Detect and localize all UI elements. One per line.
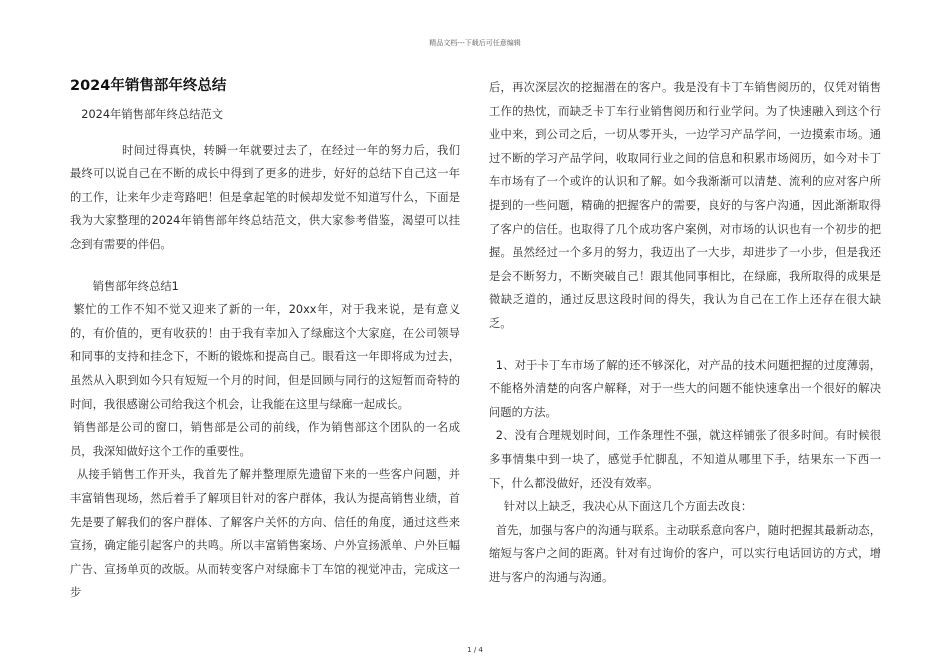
- body-paragraph-1: 繁忙的工作不知不觉又迎来了新的一年，20xx年，对于我来说，是有意义的，有价值的，更有收获的！由于我有幸加入了绿廊这个大家庭，在公司领导和同事的支持和挂念下，不断的锻炼和提高自己。眼看这一年即将成为过去，虽然从入职到如今只有短短一个月的时间，但是回顾与同行的这短暂而奇特的时间，我很感谢公司给我这个机会，让我能在这里与绿廊一起成长。: [70, 303, 460, 411]
- body-paragraph-3: 从接手销售工作开头，我首先了解并整理原先遗留下来的一些客户问题，并丰富销售现场，然后着手了解项目针对的客户群体，我认为提高销售业绩，首先是要了解我们的客户群体、了解客户关怀的方向、信任的角度，通过这些来宣扬，确定能引起客户的共鸣。所以丰富销售案场、户外宣扬派单、户外巨幅广告、宣扬单页的改版。从而转变客户对绿廊卡丁车馆的视觉冲击，完成这一步: [70, 468, 460, 600]
- section-heading: 销售部年终总结1: [92, 279, 179, 293]
- page-header: 精品文档---下载后可任意编辑: [429, 39, 521, 47]
- body-paragraph-2: 销售部是公司的窗口，销售部是公司的前线，作为销售部这个团队的一名成员，我深知做好这个工作的重要性。: [70, 421, 460, 458]
- document-subtitle: 2024年销售部年终总结范文: [81, 108, 224, 121]
- improvement-intro: 针对以上缺乏，我决心从下面这几个方面去改良：: [503, 500, 753, 514]
- page-number: 1 / 4: [467, 646, 483, 654]
- document-title: 2024年销售部年终总结: [70, 78, 227, 94]
- body-paragraph-continued: 后，再次深层次的挖掘潜在的客户。我是没有卡丁车销售阅历的，仅凭对销售工作的热忱，而缺乏卡丁车行业销售阅历和行业学问。为了快速融入到这个行业中来，到公司之后，一切从零开头，一边学习产品学问，一边摸索市场。通过不断的学习产品学问，收取同行业之间的信息和积累市场阅历，如今对卡丁车市场有了一个或许的认识和了解。如今我渐渐可以清楚、流利的应对客户所提到的一些问题，精确的把握客户的需要，良好的与客户沟通，因此渐渐取得了客户的信任。也取得了几个成功客户案例，对市场的认识也有一个初步的把握。虽然经过一个多月的努力，我迈出了一大步，却进步了一小步，但是我还是会不断努力，不断突破自己！跟其他同事相比，在绿廊，我所取得的成果是微缺乏道的，通过反思这段时间的得失，我认为自己在工作上还存在很大缺乏。: [489, 81, 881, 330]
- intro-paragraph: 时间过得真快，转瞬一年就要过去了，在经过一年的努力后，我们最终可以说自己在不断的成长中得到了更多的进步，好好的总结下自己这一年的工作，让来年少走弯路吧！但是拿起笔的时候却发觉不知道写什么，下面是我为大家整理的2024年销售部年终总结范文，供大家参考借鉴，渴望可以挂念到有需要的伴侣。: [70, 143, 460, 251]
- list-item-2: 2、没有合理规划时间，工作条理性不强，就这样铺张了很多时间。有时候很多事情集中到一块了，感觉手忙脚乱，不知道从哪里下手，结果东一下西一下，什么都没做好，还没有效率。: [489, 429, 881, 490]
- list-item-1: 1、对于卡丁车市场了解的还不够深化，对产品的技术问题把握的过度薄弱，不能格外清楚的向客户解释，对于一些大的问题不能快速拿出一个很好的解决问题的方法。: [489, 358, 881, 419]
- left-column: [70, 76, 460, 605]
- right-column: [489, 76, 881, 589]
- improvement-paragraph: 首先，加强与客户的沟通与联系。主动联系意向客户，随时把握其最新动态，缩短与客户之间的距离。针对有过询价的客户，可以实行电话回访的方式，增进与客户的沟通与沟通。: [489, 523, 881, 584]
